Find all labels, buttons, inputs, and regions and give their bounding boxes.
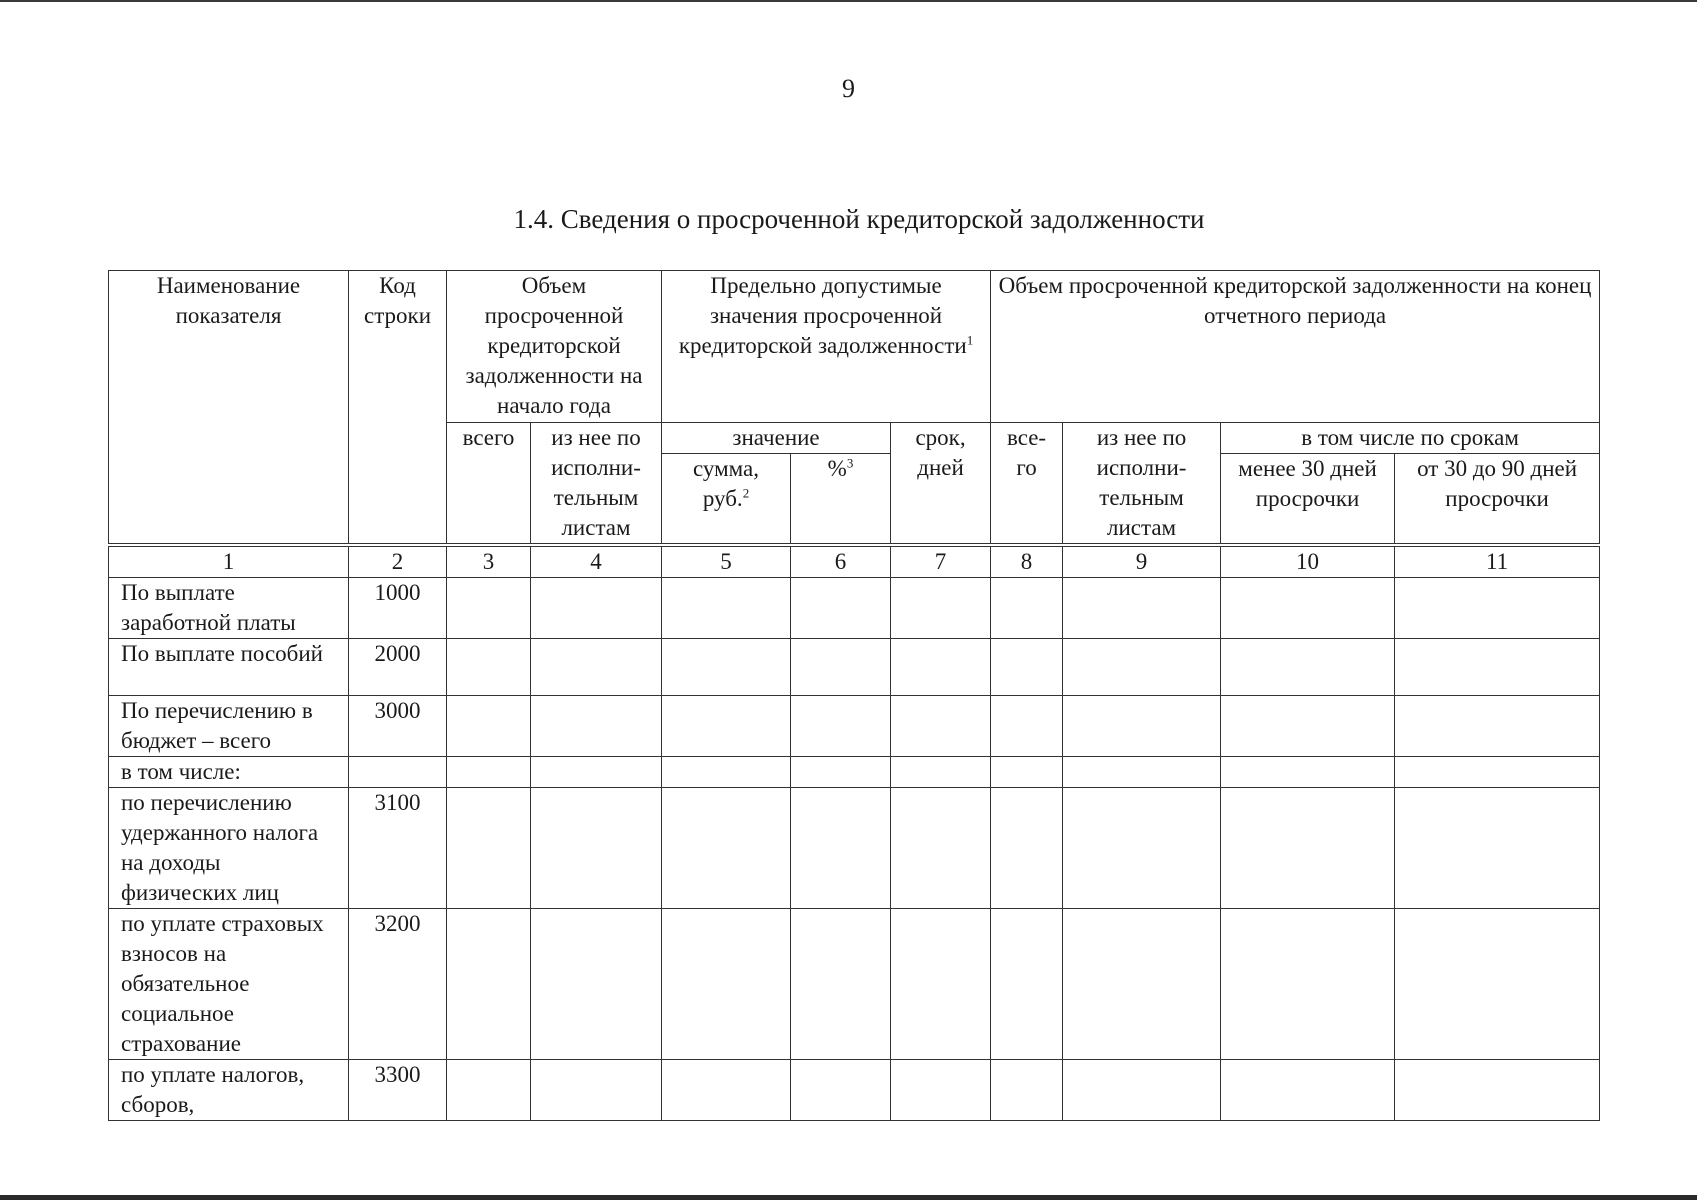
header-term-days: срок, дней xyxy=(891,423,991,546)
section-title: 1.4. Сведения о просроченной кредиторской задолженности xyxy=(513,204,1205,234)
row-code: 3200 xyxy=(349,909,447,1060)
empty-cell xyxy=(1063,788,1221,909)
empty-cell xyxy=(991,909,1063,1060)
empty-cell xyxy=(891,696,991,757)
empty-cell xyxy=(891,788,991,909)
empty-cell xyxy=(991,1060,1063,1121)
empty-cell xyxy=(531,909,662,1060)
empty-cell xyxy=(791,909,891,1060)
table-row xyxy=(109,788,1600,909)
header-value: значение xyxy=(662,423,891,454)
footnote-3: 3 xyxy=(846,455,854,471)
table-row xyxy=(109,1060,1600,1121)
row-code xyxy=(349,757,447,788)
header-total-start: всего xyxy=(447,423,531,546)
empty-cell xyxy=(791,757,891,788)
scan-bottom-edge xyxy=(0,1195,1697,1200)
empty-cell xyxy=(1063,757,1221,788)
page-number: 9 xyxy=(842,74,855,103)
header-end-volume: Объем просроченной кредиторской задолженности на конец отчетного периода xyxy=(991,271,1600,423)
table-row xyxy=(109,578,1600,639)
table-row xyxy=(109,909,1600,1060)
empty-cell xyxy=(1063,639,1221,696)
empty-cell xyxy=(791,788,891,909)
empty-cell xyxy=(1221,909,1395,1060)
empty-cell xyxy=(1063,578,1221,639)
row-name: По выплате пособий xyxy=(109,639,349,696)
column-number: 1 xyxy=(109,545,349,578)
empty-cell xyxy=(447,696,531,757)
empty-cell xyxy=(662,639,791,696)
empty-cell xyxy=(1395,757,1600,788)
empty-cell xyxy=(1221,639,1395,696)
empty-cell xyxy=(1395,788,1600,909)
empty-cell xyxy=(447,578,531,639)
header-code: Код строки xyxy=(349,271,447,546)
empty-cell xyxy=(447,1060,531,1121)
table-row xyxy=(109,639,1600,696)
empty-cell xyxy=(1395,639,1600,696)
column-number: 11 xyxy=(1395,545,1600,578)
empty-cell xyxy=(791,639,891,696)
column-number: 7 xyxy=(891,545,991,578)
empty-cell xyxy=(662,1060,791,1121)
row-name: По перечислению в бюджет – всего xyxy=(109,696,349,757)
column-number: 3 xyxy=(447,545,531,578)
empty-cell xyxy=(1221,757,1395,788)
empty-cell xyxy=(1221,578,1395,639)
empty-cell xyxy=(447,909,531,1060)
row-code: 2000 xyxy=(349,639,447,696)
empty-cell xyxy=(991,696,1063,757)
empty-cell xyxy=(1221,788,1395,909)
empty-cell xyxy=(991,788,1063,909)
column-number: 8 xyxy=(991,545,1063,578)
empty-cell xyxy=(531,578,662,639)
empty-cell xyxy=(791,1060,891,1121)
row-code: 1000 xyxy=(349,578,447,639)
header-less-30: менее 30 дней просрочки xyxy=(1221,454,1395,545)
empty-cell xyxy=(891,578,991,639)
header-name: Наименование показателя xyxy=(109,271,349,546)
empty-cell xyxy=(447,757,531,788)
table-row xyxy=(109,757,1600,788)
column-number: 6 xyxy=(791,545,891,578)
column-number: 4 xyxy=(531,545,662,578)
empty-cell xyxy=(447,788,531,909)
table-header xyxy=(109,271,1600,578)
empty-cell xyxy=(662,757,791,788)
empty-cell xyxy=(991,757,1063,788)
empty-cell xyxy=(991,639,1063,696)
row-name: по уплате налогов, сборов, xyxy=(109,1060,349,1121)
empty-cell xyxy=(447,639,531,696)
column-number: 2 xyxy=(349,545,447,578)
column-number: 5 xyxy=(662,545,791,578)
empty-cell xyxy=(1395,696,1600,757)
row-name: По выплате заработной платы xyxy=(109,578,349,639)
empty-cell xyxy=(662,909,791,1060)
row-name: по перечислению удержанного налога на доходы физических лиц xyxy=(109,788,349,909)
empty-cell xyxy=(1395,578,1600,639)
empty-cell xyxy=(1395,909,1600,1060)
header-30-to-90: от 30 до 90 дней просрочки xyxy=(1395,454,1600,545)
header-exec-start: из нее по исполни-тельным листам xyxy=(531,423,662,546)
empty-cell xyxy=(531,757,662,788)
empty-cell xyxy=(662,696,791,757)
header-sum-rub: сумма, руб.$^2$ xyxy=(662,454,791,545)
footnote-2: 2 xyxy=(742,485,750,501)
table-row xyxy=(109,696,1600,757)
empty-cell xyxy=(531,788,662,909)
header-total-end: все-го xyxy=(991,423,1063,546)
header-exec-end: из нее по исполни-тельным листам xyxy=(1063,423,1221,546)
empty-cell xyxy=(891,757,991,788)
empty-cell xyxy=(1063,909,1221,1060)
header-start-volume: Объем просроченной кредиторской задолженности на начало года xyxy=(447,271,662,423)
empty-cell xyxy=(531,639,662,696)
empty-cell xyxy=(531,1060,662,1121)
footnote-1: 1 xyxy=(966,332,974,348)
column-number: 10 xyxy=(1221,545,1395,578)
empty-cell xyxy=(891,639,991,696)
table-body xyxy=(109,578,1600,1121)
empty-cell xyxy=(991,578,1063,639)
empty-cell xyxy=(1063,696,1221,757)
header-by-terms: в том числе по срокам xyxy=(1221,423,1600,454)
empty-cell xyxy=(1395,1060,1600,1121)
empty-cell xyxy=(1221,1060,1395,1121)
row-code: 3000 xyxy=(349,696,447,757)
column-number-row xyxy=(109,545,1600,578)
header-limit-values: Предельно допустимые значения просроченной кредиторской задолженности$^1$ xyxy=(662,271,991,423)
empty-cell xyxy=(791,696,891,757)
empty-cell xyxy=(891,909,991,1060)
empty-cell xyxy=(662,788,791,909)
row-code: 3300 xyxy=(349,1060,447,1121)
empty-cell xyxy=(1063,1060,1221,1121)
empty-cell xyxy=(1221,696,1395,757)
row-code: 3100 xyxy=(349,788,447,909)
empty-cell xyxy=(531,696,662,757)
header-percent: %$^3$ xyxy=(791,454,891,545)
row-name: по уплате страховых взносов на обязательное социальное страхование xyxy=(109,909,349,1060)
overdue-payables-table xyxy=(108,270,1600,1121)
empty-cell xyxy=(662,578,791,639)
empty-cell xyxy=(791,578,891,639)
empty-cell xyxy=(891,1060,991,1121)
column-number: 9 xyxy=(1063,545,1221,578)
row-name: в том числе: xyxy=(109,757,349,788)
scan-top-edge xyxy=(0,0,1697,2)
